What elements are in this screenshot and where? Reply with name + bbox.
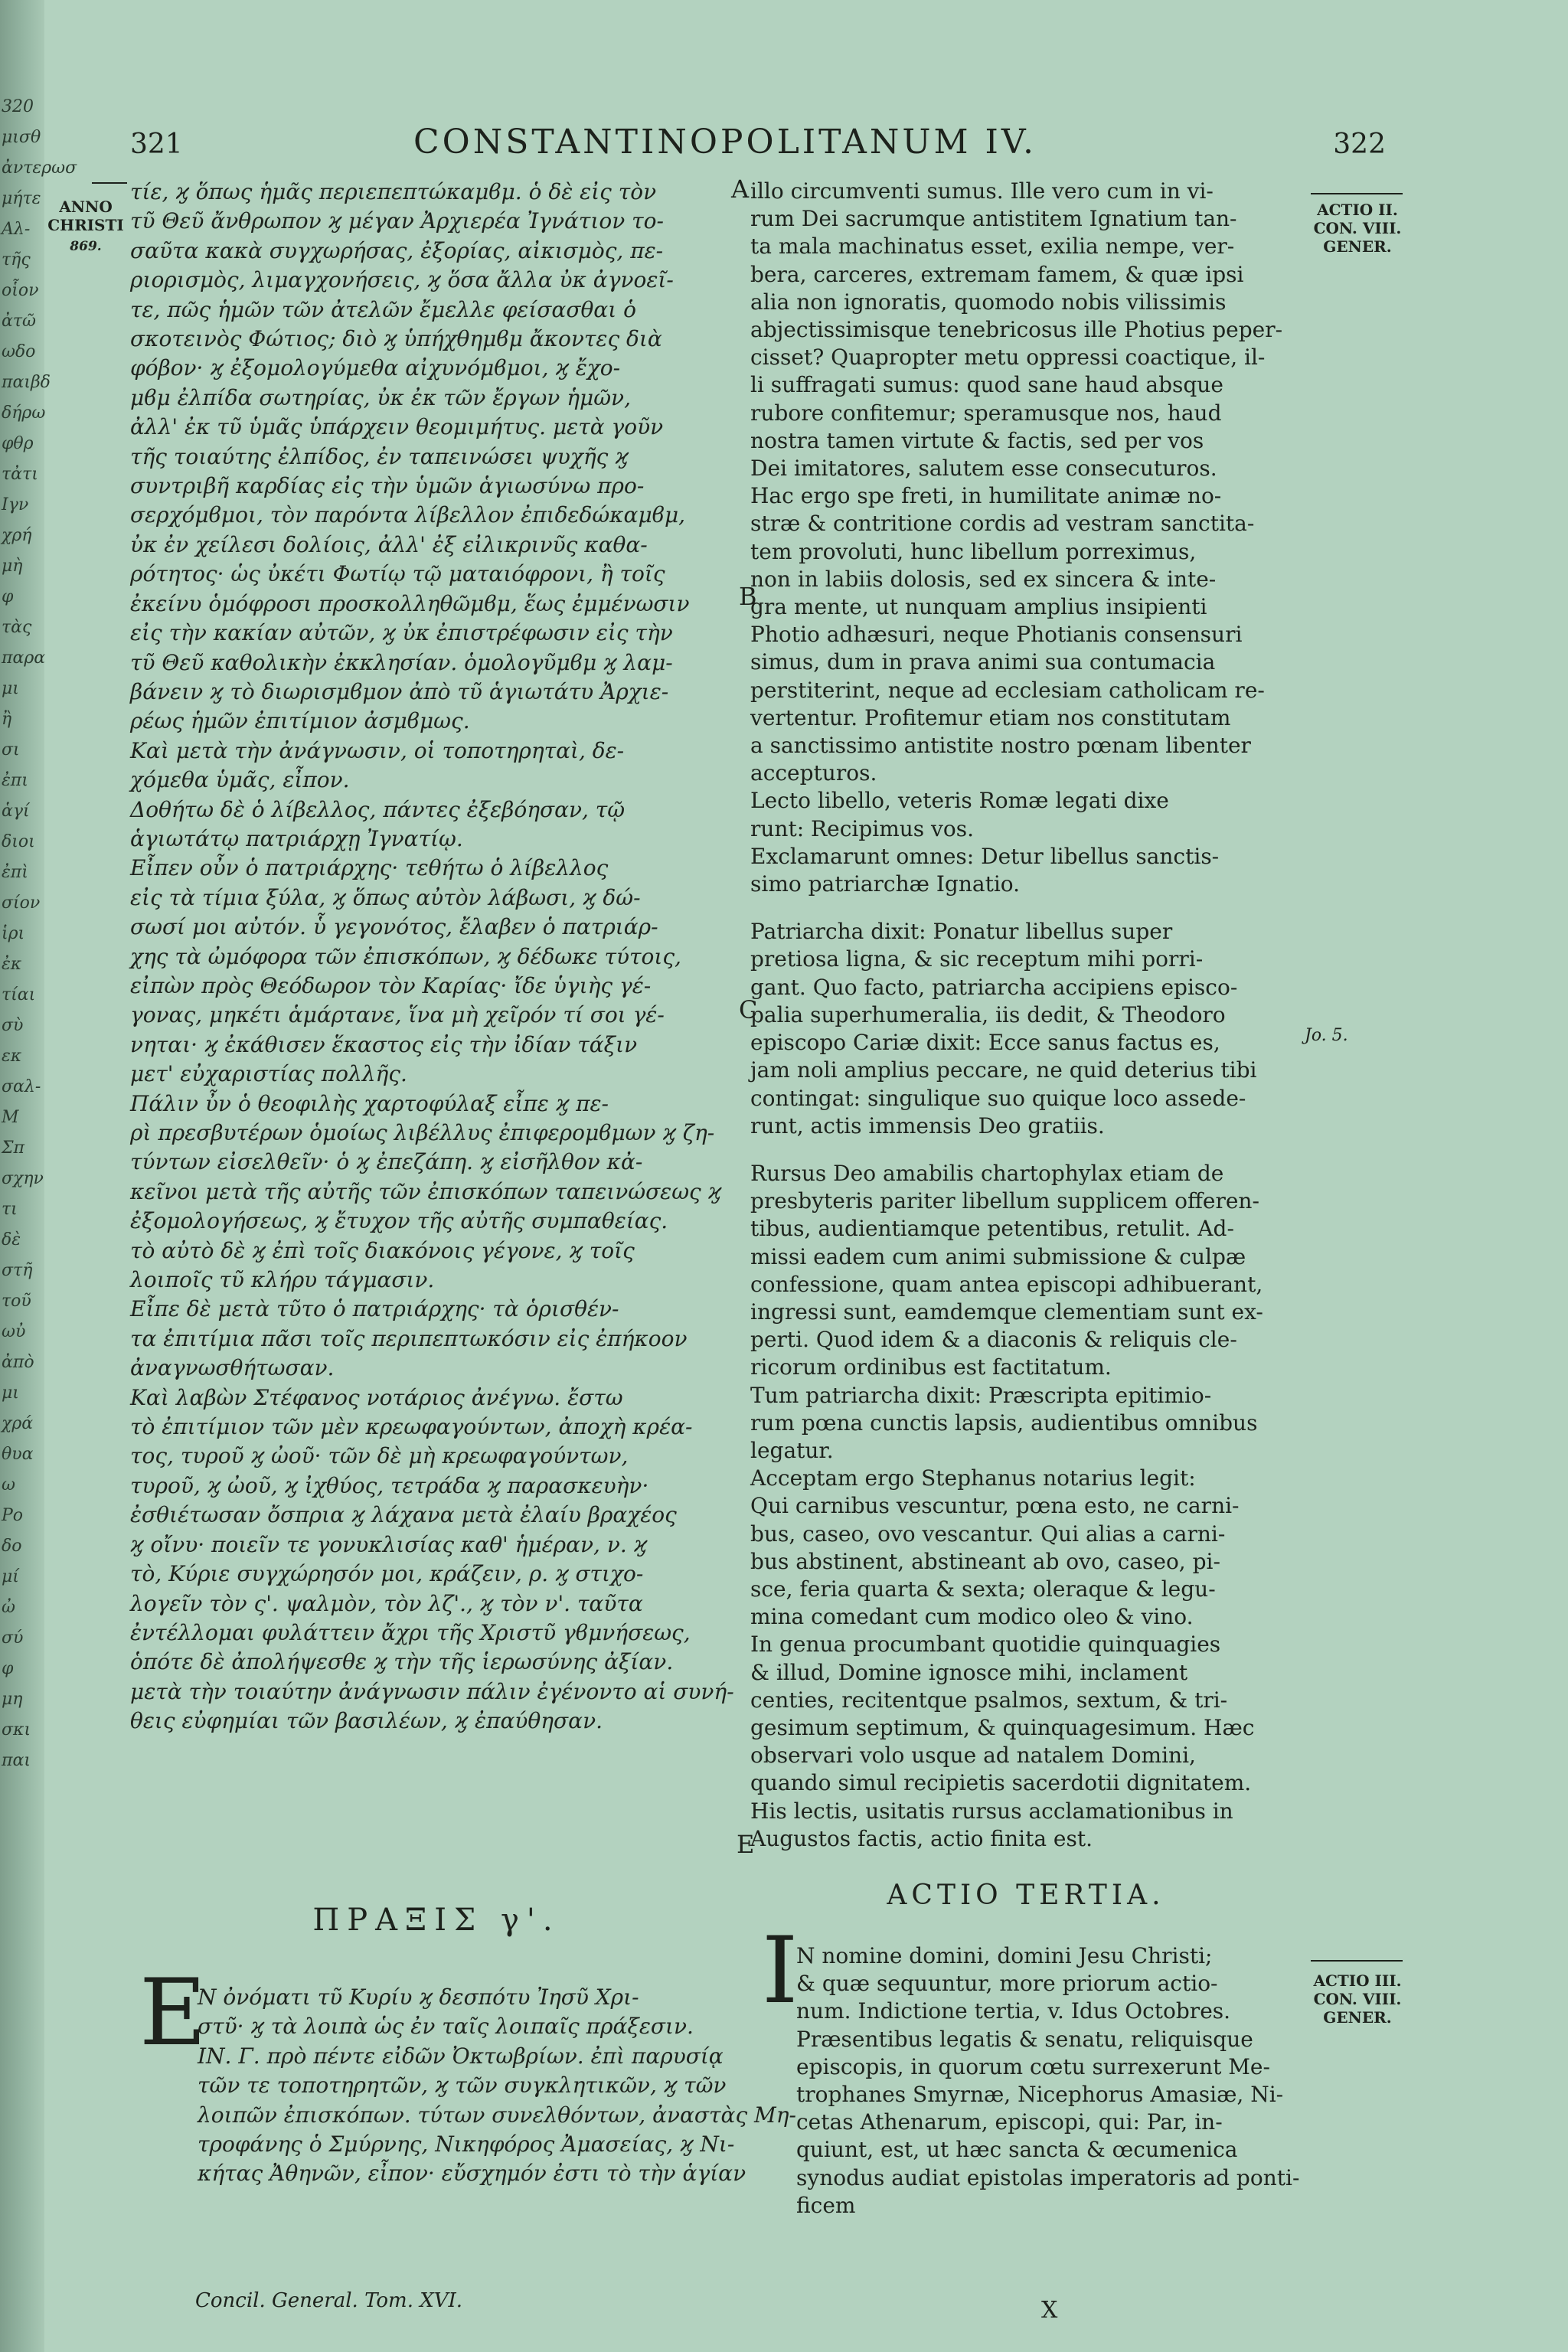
text-line: Lecto libello, veteris Romæ legati dixe [750, 788, 1169, 814]
text-line: Exclamarunt omnes: Detur libellus sanctis- [750, 843, 1220, 869]
spine-fragment: διοι [2, 832, 35, 851]
spine-fragment: σὺ [2, 1016, 24, 1035]
text-line: ΙΝ. Γ. πρὸ πέντε εἰδῶν Ὀκτωβρίων. ἐπὶ παρυσίᾳ [198, 2043, 724, 2069]
text-line: nostra tamen virtute & factis, sed per vos [750, 427, 1204, 453]
text-line: runt, actis immensis Deo gratiis. [750, 1112, 1105, 1138]
text-line: λοιπῶν ἐπισκόπων. τύτων συνελθόντων, ἀναστὰς Μη- [198, 2102, 796, 2128]
text-line: observari volo usque ad natalem Domini, [750, 1743, 1196, 1769]
spine-fragment: ωὐ [2, 1322, 26, 1341]
header-left-dash [92, 182, 127, 184]
section-marker-e: E [737, 1830, 755, 1859]
text-line: centies, recitentque psalmos, sextum, & tri- [750, 1687, 1228, 1713]
text-line: Dei imitatores, salutem esse consecuturos. [750, 456, 1217, 482]
spine-fragment: φ [2, 1659, 14, 1678]
text-line: ϗ οἴνυ· ποιεῖν τε γονυκλισίας καθ' ἡμέραν, ν. ϗ [130, 1531, 648, 1557]
spine-fragment: τίαι [2, 985, 36, 1004]
text-line: contingat: singulique suo quique loco assede- [750, 1085, 1246, 1111]
text-line: His lectis, usitatis rursus acclamationibus in [750, 1798, 1233, 1824]
section-marker-a: A [731, 175, 750, 204]
spine-fragment: μισθ [2, 128, 41, 147]
spine-fragment: παιβδ [2, 373, 51, 392]
text-line: εἰπὼν πρὸς Θεόδωρον τὸν Καρίας· ἴδε ὑγιὴς γέ- [130, 972, 652, 998]
text-line: σαῦτα κακὰ συγχωρήσας, ἐξορίας, αἰκισμὸς, πε- [130, 237, 664, 263]
spine-fragment: τοῦ [2, 1292, 31, 1311]
margin-con-label: CON. VIII. [1313, 219, 1402, 237]
text-line: ρότητος· ὡς ὐκέτι Φωτίῳ τῷ ματαιόφρονι, ἢ τοῖς [130, 561, 665, 587]
text-line: quando simul recipietis sacerdotii dignitatem. [750, 1770, 1252, 1796]
spine-fragment: σαλ- [2, 1077, 41, 1096]
spine-fragment: Ιγν [2, 495, 29, 514]
text-line: ἀλλ' ἐκ τῦ ὑμᾶς ὑπάρχειν θεομιμήτυς. μετὰ γοῦν [130, 414, 664, 440]
spine-fragment: ἱρι [2, 924, 25, 943]
text-line: Δοθήτω δὲ ὁ λίβελλος, πάντες ἐξεβόησαν, τῷ [130, 796, 626, 822]
text-line: illo circumventi sumus. Ille vero cum in vi- [750, 178, 1214, 204]
text-line: μετ' εὐχαριστίας πολλῆς. [130, 1061, 407, 1087]
text-line: φόβον· ϗ ἐξομολογύμεθα αἰχυνόμϐμοι, ϗ ἔχο- [130, 355, 621, 381]
text-line: τῦ Θεῦ ἄνθρωπον ϗ μέγαν Ἀρχιερέα Ἰγνάτιον το- [130, 208, 664, 234]
text-line: vertentur. Profitemur etiam nos constitutam [750, 704, 1231, 730]
text-line: bus abstinent, abstineant ab ovo, caseo, pi- [750, 1548, 1220, 1574]
text-line: γονας, μηκέτι ἁμάρτανε, ἵνα μὴ χεῖρόν τί σοι γέ- [130, 1002, 665, 1028]
text-line: ἐκείνυ ὁμόφροσι προσκολληθῶμϐμ, ἕως ἐμμένωσιν [130, 590, 690, 616]
greek-text-column [130, 178, 743, 1736]
text-line: gant. Quo facto, patriarcha accipiens episco- [750, 974, 1238, 1000]
greek-dropcap: E [139, 1960, 207, 2066]
text-line: τῦ Θεῦ καθολικὴν ἐκκλησίαν. ὁμολογῦμϐμ ϗ λαμ- [130, 649, 673, 675]
text-line: ρὶ πρεσβυτέρων ὁμοίως λιβέλλυς ἐπιφερομϐμων ϗ ζη- [130, 1120, 715, 1145]
text-line: σκοτεινὸς Φώτιος; διὸ ϗ ὑπήχθημϐμ ἄκοντες διὰ [130, 326, 662, 352]
text-line: abjectissimisque tenebricosus ille Photius peper- [750, 317, 1283, 343]
text-line: χόμεθα ὑμᾶς, εἶπον. [130, 767, 350, 793]
spine-fragment: στῆ [2, 1261, 33, 1280]
text-line: τα ἐπιτίμια πᾶσι τοῖς περιπεπτωκόσιν εἰς ἐπήκοον [130, 1325, 688, 1351]
text-line: ἀναγνωσθήτωσαν. [130, 1355, 335, 1381]
spine-fragment: σχην [2, 1169, 44, 1188]
text-line: cetas Athenarum, episcopi, qui: Par, in- [796, 2109, 1223, 2135]
latin-act-heading: ACTIO TERTIA. [887, 1880, 1165, 1911]
text-line: Photio adhæsuri, neque Photianis consensuri [750, 622, 1243, 648]
spine-fragment: δο [2, 1537, 22, 1556]
spine-fragment: μήτε [2, 189, 41, 208]
text-line: tibus, audientiamque petentibus, retulit. Ad- [750, 1216, 1234, 1242]
spine-fragment: ἀντερωσ [2, 158, 77, 178]
text-line: rum pœna cunctis lapsis, audientibus omnibus [750, 1410, 1258, 1436]
page-number-right: 322 [1333, 129, 1386, 160]
text-line: Hac ergo spe freti, in humilitate animæ no- [750, 483, 1222, 509]
margin-gener-label: GENER. [1323, 2008, 1392, 2027]
text-line: N nomine domini, domini Jesu Christi; [796, 1943, 1213, 1968]
text-line: μετὰ τὴν τοιαύτην ἀνάγνωσιν πάλιν ἐγένοντο αἱ συνή- [130, 1678, 734, 1704]
spine-fragment: τι [2, 1200, 18, 1219]
section-marker-b: B [739, 582, 757, 611]
text-line: σωσί μοι αὐτόν. ὗ γεγονότος, ἔλαβεν ὁ πατριάρ- [130, 914, 658, 940]
text-line: τὸ, Κύριε συγχώρησόν μοι, κράζειν, ρ. ϗ στιχο- [130, 1561, 644, 1587]
text-line: Rursus Deo amabilis chartophylax etiam de [750, 1160, 1224, 1186]
text-line: Acceptam ergo Stephanus notarius legit: [750, 1465, 1196, 1491]
text-line: cisset? Quapropter metu oppressi coactique, il- [750, 345, 1266, 371]
spine-fragment: ἢ [2, 710, 12, 729]
text-line [750, 1140, 1302, 1160]
spine-fragment: ἀτῶ [2, 312, 36, 331]
binding-gutter [0, 0, 77, 2352]
text-line: bera, carceres, extremam famem, & quæ ipsi [750, 261, 1244, 287]
text-line: θεις εὐφημίαι τῶν βασιλέων, ϗ ἐπαύθησαν. [130, 1708, 603, 1734]
text-line: εἰς τὴν κακίαν αὐτῶν, ϗ ὐκ ἐπιστρέφωσιν εἰς τὴν [130, 620, 673, 646]
spine-fragment: χρή [2, 526, 32, 545]
text-line: palia superhumeralia, iis dedit, & Theodoro [750, 1001, 1226, 1027]
margin-con-label: CON. VIII. [1313, 1990, 1402, 2008]
text-line: synodus audiat epistolas imperatoris ad ponti- [796, 2164, 1300, 2190]
text-line: τῆς τοιαύτης ἐλπίδος, ἐν ταπεινώσει ψυχῆς ϗ [130, 443, 629, 469]
spine-fragment: ω [2, 1475, 15, 1494]
margin-anno: ANNO [59, 198, 113, 216]
spine-fragment: μί [2, 1567, 19, 1586]
margin-note-anno-christi [47, 198, 124, 256]
text-line: alia non ignoratis, quomodo nobis vilissimis [750, 289, 1227, 315]
text-line: στῦ· ϗ τὰ λοιπὰ ὡς ἐν ταῖς λοιπαῖς πράξεσιν. [198, 2014, 694, 2040]
spine-fragment: μὴ [2, 557, 23, 576]
spine-fragment: μι [2, 1383, 19, 1403]
text-line: confessione, quam antea episcopi adhibuerant, [750, 1271, 1263, 1297]
text-line: mina comedant cum modico oleo & vino. [750, 1604, 1194, 1630]
spine-fragment: Μ [2, 1108, 19, 1127]
spine-fragment: 320 [2, 97, 34, 116]
greek-act3-text [198, 1983, 796, 2189]
text-line: perstiterint, neque ad ecclesiam catholicam re- [750, 677, 1265, 703]
spine-fragment: παι [2, 1751, 31, 1770]
spine-fragment: ωδο [2, 342, 36, 361]
margin-note-actio-iii [1308, 1971, 1407, 2027]
text-line: ingressi sunt, eamdemque clementiam sunt ex- [750, 1298, 1263, 1325]
text-line: gesimum septimum, & quinquagesimum. Hæc [750, 1714, 1255, 1740]
text-line: εἰς τὰ τίμια ξύλα, ϗ ὅπως αὐτὸν λάβωσι, ϗ δώ- [130, 884, 641, 910]
text-line: ἁγιωτάτῳ πατριάρχῃ Ἰγνατίῳ. [130, 825, 463, 851]
text-line: tem provoluti, hunc libellum porreximus, [750, 538, 1197, 564]
text-line: In genua procumbant quotidie quinquagies [750, 1632, 1221, 1658]
spine-fragment: Σπ [2, 1138, 25, 1158]
margin-note-actio-ii [1308, 201, 1407, 256]
text-line: episcopo Cariæ dixit: Ecce sanus factus es, [750, 1030, 1220, 1056]
spine-fragment: φ [2, 587, 14, 606]
text-line: rubore confitemur; speramusque nos, haud [750, 400, 1222, 426]
text-line: num. Indictione tertia, v. Idus Octobres. [796, 1998, 1231, 2024]
text-line: N ὀνόματι τῦ Κυρίυ ϗ δεσπότυ Ἰησῦ Χρι- [198, 1984, 639, 2010]
spine-fragment: φθρ [2, 434, 34, 453]
spine-fragment: ἐκ [2, 955, 22, 974]
spine-fragment: ἐπὶ [2, 863, 28, 882]
text-line: episcopis, in quorum cœtu surrexerunt Me- [796, 2053, 1270, 2079]
text-line: τροφάνης ὁ Σμύρνης, Νικηφόρος Ἀμασείας, ϗ Νι- [198, 2132, 735, 2158]
spine-fragment: τῆς [2, 250, 31, 270]
text-line: gra mente, ut nunquam amplius insipienti [750, 594, 1207, 620]
text-line: Καὶ λαβὼν Στέφανος νοτάριος ἀνέγνω. ἔστω [130, 1384, 623, 1410]
text-line: ἐντέλλομαι φυλάττειν ἄχρι τῆς Χριστῦ γϐμνήσεως, [130, 1619, 691, 1645]
margin-actio-label: ACTIO II. [1317, 201, 1398, 219]
running-header [130, 122, 1386, 168]
text-line: trophanes Smyrnæ, Nicephorus Amasiæ, Ni- [796, 2082, 1284, 2108]
text-line: ὐκ ἐν χείλεσι δολίοις, ἀλλ' ἐξ εἰλικρινῦς καθα- [130, 531, 648, 557]
spine-fragment: τἀτι [2, 465, 38, 484]
text-line: & illud, Domine ignosce mihi, inclament [750, 1659, 1188, 1685]
text-line: quiunt, est, ut hæc sancta & œcumenica [796, 2137, 1238, 2163]
text-line: σερχόμϐμοι, τὸν παρόντα λίβελλον ἐπιδεδώκαμϐμ, [130, 502, 686, 528]
spine-fragment: σίον [2, 893, 41, 913]
spine-fragment: σύ [2, 1628, 24, 1648]
text-line: ricorum ordinibus est factitatum. [750, 1354, 1112, 1380]
margin-year: 869. [70, 239, 102, 254]
spine-fragment: Ρο [2, 1506, 24, 1525]
text-line: ἐσθιέτωσαν ὄσπρια ϗ λάχανα μετὰ ἐλαίυ βραχέος [130, 1502, 677, 1528]
text-line: τῶν τε τοποτηρητῶν, ϗ τῶν συγκλητικῶν, ϗ τῶν [198, 2073, 727, 2099]
text-line: Εἶπεν οὖν ὁ πατριάρχης· τεθήτω ὁ λίβελλος [130, 855, 609, 881]
spine-fragment: ὠ [2, 1598, 15, 1617]
text-line: & quæ sequuntur, more priorum actio- [796, 1971, 1218, 1997]
text-line: Patriarcha dixit: Ponatur libellus super [750, 919, 1173, 945]
text-line: presbyteris pariter libellum supplicem offeren- [750, 1188, 1259, 1214]
margin-actio-label: ACTIO III. [1313, 1971, 1402, 1990]
text-line: accepturos. [750, 760, 877, 786]
spine-fragment: δὲ [2, 1230, 21, 1250]
latin-act3-text [796, 1942, 1302, 2220]
latin-dropcap: I [762, 1918, 799, 2024]
margin-gener-label: GENER. [1323, 237, 1392, 256]
text-line: συντριβῆ καρδίας εἰς τὴν ὑμῶν ἁγιωσύνω προ- [130, 473, 645, 499]
spine-fragment: σι [2, 740, 20, 760]
text-line: Πάλιν ὖν ὁ θεοφιλὴς χαρτοφύλαξ εἶπε ϗ πε- [130, 1090, 609, 1116]
text-line: ficem [796, 2192, 856, 2218]
text-line: legatur. [750, 1437, 834, 1463]
text-line: ριορισμὸς, λιμαγχονήσεις, ϗ ὅσα ἄλλα ὐκ ἀγνοεῖ- [130, 267, 674, 293]
spine-fragment: δήρω [2, 403, 46, 423]
text-line: jam noli amplius peccare, ne quid deterius tibi [750, 1057, 1257, 1083]
text-line: λογεῖν τὸν ς'. ψαλμὸν, τὸν λζ'., ϗ τὸν ν'. ταῦτα [130, 1590, 643, 1616]
text-line: perti. Quod idem & a diaconis & reliquis cle- [750, 1327, 1237, 1353]
text-line: ἐξομολογήσεως, ϗ ἔτυχον τῆς αὐτῆς συμπαθείας. [130, 1208, 668, 1234]
signature-footer: Concil. General. Tom. XVI. [195, 2289, 463, 2312]
text-line: τε, πῶς ἡμῶν τῶν ἀτελῶν ἔμελλε φείσασθαι ὁ [130, 296, 636, 322]
margin-rule-right-1 [1311, 193, 1403, 194]
text-line: stræ & contritione cordis ad vestram sanctita- [750, 511, 1255, 537]
text-line: λοιποῖς τῦ κλήρυ τάγμασιν. [130, 1267, 435, 1293]
text-line: missi eadem cum animi submissione & culpæ [750, 1243, 1246, 1269]
running-title: CONSTANTINOPOLITANUM IV. [413, 122, 1037, 162]
page-number-left: 321 [130, 129, 183, 160]
text-line: κεῖνοι μετὰ τῆς αὐτῆς τῶν ἐπισκόπων ταπεινώσεως ϗ [130, 1178, 722, 1204]
text-line: li suffragati sumus: quod sane haud absque [750, 372, 1223, 398]
text-line: Præsentibus legatis & senatu, reliquisque [796, 2026, 1253, 2052]
signature-mark: X [1041, 2297, 1058, 2324]
text-line: simus, dum in prava animi sua contumacia [750, 649, 1216, 675]
text-line: Augustos factis, actio finita est. [750, 1825, 1093, 1851]
scripture-reference: Jo. 5. [1305, 1026, 1348, 1045]
text-line: non in labiis dolosis, sed ex sincera & inte- [750, 566, 1217, 592]
latin-text-column [750, 178, 1302, 1853]
text-line: τίε, ϗ ὅπως ἡμᾶς περιεπεπτώκαμϐμ. ὁ δὲ εἰς τὸν [130, 179, 657, 204]
margin-rule-right-2 [1311, 1960, 1403, 1962]
text-line: ὁπότε δὲ ἀπολήψεσθε ϗ τὴν τῆς ἱερωσύνης ἀξίαν. [130, 1649, 674, 1675]
spine-fragment: παρα [2, 648, 46, 668]
spine-fragment: σκι [2, 1720, 31, 1740]
text-line: pretiosa ligna, & sic receptum mihi porri- [750, 946, 1204, 972]
text-line: τὸ ἐπιτίμιον τῶν μὲν κρεωφαγούντων, ἀποχὴ κρέα- [130, 1414, 693, 1440]
text-line: rum Dei sacrumque antistitem Ignatium tan- [750, 206, 1237, 232]
text-line: τος, τυροῦ ϗ ὠοῦ· τῶν δὲ μὴ κρεωφαγούντων, [130, 1443, 629, 1469]
text-line: a sanctissimo antistite nostro pœnam libenter [750, 733, 1251, 759]
spine-fragment: τὰς [2, 618, 32, 637]
spine-fragment: οἷον [2, 281, 39, 300]
text-line: Καὶ μετὰ τὴν ἀνάγνωσιν, οἱ τοποτηρηταὶ, δε- [130, 737, 625, 763]
spine-fragment: μι [2, 679, 19, 698]
text-line [750, 898, 1302, 918]
spine-fragment: εκ [2, 1047, 22, 1066]
spine-fragment: θυα [2, 1445, 34, 1464]
text-line: runt: Recipimus vos. [750, 815, 975, 841]
text-line: bus, caseo, ovo vescantur. Qui alias a carni- [750, 1521, 1226, 1547]
text-line: τυροῦ, ϗ ὠοῦ, ϗ ἰχθύος, τετράδα ϗ παρασκευὴν· [130, 1472, 649, 1498]
text-line: Tum patriarcha dixit: Præscripta epitimio- [750, 1382, 1212, 1408]
spine-fragment: ἁγί [2, 802, 30, 821]
text-line: κήτας Ἀθηνῶν, εἶπον· εὔσχημόν ἐστι τὸ τὴν ἁγίαν [198, 2161, 746, 2187]
text-line: τὸ αὐτὸ δὲ ϗ ἐπὶ τοῖς διακόνοις γέγονε, ϗ τοῖς [130, 1237, 635, 1263]
margin-christi: CHRISTI [47, 216, 124, 234]
text-line: simo patriarchæ Ignatio. [750, 871, 1021, 897]
spine-fragment: χρά [2, 1414, 34, 1433]
text-line: τύντων εἰσελθεῖν· ὁ ϗ ἐπεζάπη. ϗ εἰσῆλθον κἀ- [130, 1149, 643, 1175]
text-line: χης τὰ ὠμόφορα τῶν ἐπισκόπων, ϗ δέδωκε τύτοις, [130, 943, 681, 969]
text-line: ta mala machinatus esset, exilia nempe, ver- [750, 234, 1235, 260]
spine-fragment: ἀπὸ [2, 1353, 34, 1372]
spine-fragment: Αλ- [2, 220, 31, 239]
spine-fragment: μη [2, 1690, 23, 1709]
greek-act-heading: ΠΡΑΞΙΣ γ'. [312, 1903, 560, 1938]
text-line: νηται· ϗ ἐκάθισεν ἕκαστος εἰς τὴν ἰδίαν τάξιν [130, 1031, 638, 1057]
text-line: βάνειν ϗ τὸ διωρισμϐμον ἀπὸ τῦ ἁγιωτάτυ Ἀρχιε- [130, 678, 669, 704]
text-line: μϐμ ἐλπίδα σωτηρίας, ὐκ ἐκ τῶν ἔργων ἡμῶν, [130, 384, 631, 410]
facing-page-fragments [2, 92, 77, 2350]
text-line: Qui carnibus vescuntur, pœna esto, ne carni- [750, 1493, 1240, 1519]
text-line: Εἶπε δὲ μετὰ τῦτο ὁ πατριάρχης· τὰ ὁρισθέν- [130, 1296, 619, 1322]
text-line: ρέως ἡμῶν ἐπιτίμιον ἀσμϐμως. [130, 708, 470, 734]
section-marker-c: C [739, 995, 758, 1024]
text-line: sce, feria quarta & sexta; oleraque & legu- [750, 1576, 1216, 1602]
spine-fragment: ἐπι [2, 771, 28, 790]
